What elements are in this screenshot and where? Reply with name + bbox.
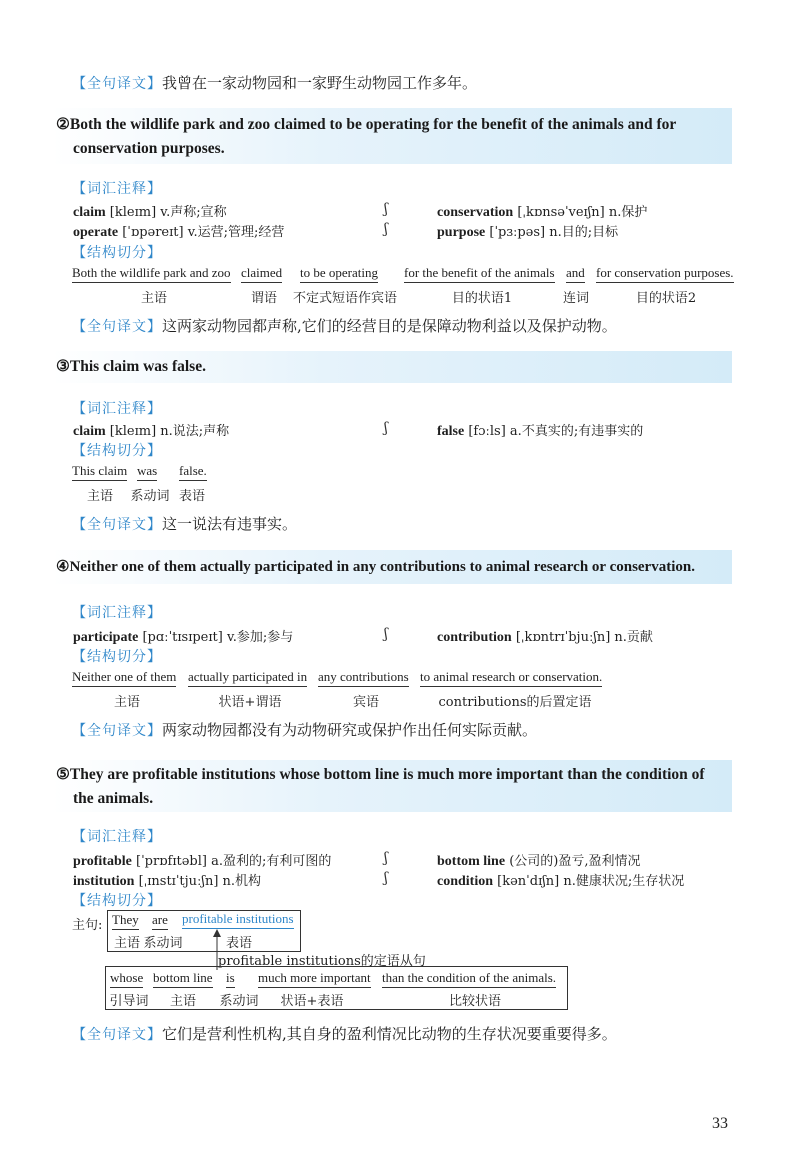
segment-label: 不定式短语作宾语 <box>292 291 397 306</box>
segment-label: 引导词 <box>109 994 149 1009</box>
segment-label: 主语 <box>140 291 167 306</box>
page-number: 33 <box>712 1115 728 1132</box>
segment-label: 系动词 <box>219 994 259 1009</box>
segment: to be operating <box>300 265 378 283</box>
segment: and <box>566 265 585 283</box>
vocab-item: claim [kleɪm] n.说法;声称 <box>73 424 230 439</box>
s4-sentence: ④Neither one of them actually participated in any contributions to animal research or conservation. <box>56 559 695 575</box>
s2-translation: 【全句译文】这两家动物园都声称,它们的经营目的是保障动物利益以及保护动物。 <box>72 317 617 335</box>
main-clause-label: 主句: <box>72 918 103 933</box>
segment: bottom line <box>153 970 213 988</box>
tag-vocab: 【词汇注释】 <box>72 829 162 845</box>
segment: to animal research or conservation. <box>420 669 602 687</box>
s4-translation: 【全句译文】两家动物园都没有为动物研究或保护作出任何实际贡献。 <box>72 721 538 739</box>
vocab-item: profitable [ˈprɒfɪtəbl] a.盈利的;有利可图的 <box>73 854 332 869</box>
separator-icon: ʃ <box>384 870 388 886</box>
tag-vocab: 【词汇注释】 <box>72 401 162 417</box>
segment: whose <box>110 970 143 988</box>
clause-note: profitable institutions的定语从句 <box>218 954 426 969</box>
segment-label: 状语+表语 <box>280 994 344 1009</box>
segment: is <box>226 970 235 988</box>
segment-label: 主语 <box>113 936 140 951</box>
segment-label: 状语+谓语 <box>218 695 282 710</box>
vocab-item: institution [ˌɪnstɪˈtjuːʃn] n.机构 <box>73 874 262 889</box>
segment-label: 系动词 <box>130 489 170 504</box>
segment: for the benefit of the animals <box>404 265 555 283</box>
sentence-number: ④ <box>56 559 70 575</box>
segment: This claim <box>72 463 127 481</box>
tag-translation: 【全句译文】 <box>72 76 162 92</box>
tag-structure: 【结构切分】 <box>72 893 162 909</box>
tag-structure: 【结构切分】 <box>72 245 162 261</box>
segment: than the condition of the animals. <box>382 970 556 988</box>
segment-label: 谓语 <box>250 291 277 306</box>
sentence-number: ⑤ <box>56 766 70 783</box>
s2-sentence: ②Both the wildlife park and zoo claimed to be operating for the benefit of the animals and for conservation purposes. <box>56 116 677 157</box>
segment: any contributions <box>318 669 409 687</box>
segment-label: 宾语 <box>352 695 379 710</box>
translation-text: 我曾在一家动物园和一家野生动物园工作多年。 <box>162 74 478 92</box>
segment: Neither one of them <box>72 669 176 687</box>
segment-label: 主语 <box>113 695 140 710</box>
vocab-item: claim [kleɪm] v.声称;宣称 <box>73 205 227 220</box>
segment-label: 表语 <box>225 936 252 951</box>
separator-icon: ʃ <box>384 850 388 866</box>
segment: actually participated in <box>188 669 307 687</box>
s3-translation: 【全句译文】这一说法有违事实。 <box>72 515 298 533</box>
segment: false. <box>179 463 207 481</box>
segment: was <box>137 463 157 481</box>
sentence-number: ② <box>56 116 70 133</box>
segment: Both the wildlife park and zoo <box>72 265 231 283</box>
s3-sentence: ③This claim was false. <box>56 358 206 375</box>
segment: for conservation purposes. <box>596 265 734 283</box>
vocab-item: contribution [ˌkɒntrɪˈbjuːʃn] n.贡献 <box>437 630 653 645</box>
segment: claimed <box>241 265 282 283</box>
segment: profitable institutions <box>182 911 294 929</box>
vocab-item: operate [ˈɒpəreɪt] v.运营;管理;经营 <box>73 225 285 240</box>
segment-label: 比较状语 <box>448 994 501 1009</box>
sentence-number: ③ <box>56 358 70 375</box>
vocab-item: bottom line (公司的)盈亏,盈利情况 <box>437 854 641 869</box>
segment-label: 主语 <box>86 489 113 504</box>
separator-icon: ʃ <box>384 221 388 237</box>
s5-sentence: ⑤They are profitable institutions whose bottom line is much more important than the condition of the animals. <box>56 766 705 807</box>
segment-label: 连词 <box>562 291 589 306</box>
s1-translation <box>72 72 477 93</box>
vocab-item: purpose [ˈpɜːpəs] n.目的;目标 <box>437 225 619 240</box>
segment-label: 目的状语1 <box>451 291 513 306</box>
separator-icon: ʃ <box>384 626 388 642</box>
vocab-item: false [fɔːls] a.不真实的;有违事实的 <box>437 424 644 439</box>
separator-icon: ʃ <box>384 201 388 217</box>
segment-label: 系动词 <box>143 936 183 951</box>
tag-structure: 【结构切分】 <box>72 649 162 665</box>
segment: much more important <box>258 970 371 988</box>
separator-icon: ʃ <box>384 420 388 436</box>
vocab-item: conservation [ˌkɒnsəˈveɪʃn] n.保护 <box>437 205 648 220</box>
segment: are <box>152 912 168 930</box>
segment-label: 目的状语2 <box>635 291 697 306</box>
tag-vocab: 【词汇注释】 <box>72 605 162 621</box>
tag-structure: 【结构切分】 <box>72 443 162 459</box>
segment: They <box>112 912 139 930</box>
vocab-item: condition [kənˈdɪʃn] n.健康状况;生存状况 <box>437 874 685 889</box>
vocab-item: participate [pɑːˈtɪsɪpeɪt] v.参加;参与 <box>73 630 294 645</box>
segment-label: 主语 <box>169 994 196 1009</box>
segment-label: contributions的后置定语 <box>438 695 592 710</box>
s5-translation: 【全句译文】它们是营利性机构,其自身的盈利情况比动物的生存状况要重要得多。 <box>72 1025 617 1043</box>
segment-label: 表语 <box>178 489 205 504</box>
tag-vocab: 【词汇注释】 <box>72 181 162 197</box>
